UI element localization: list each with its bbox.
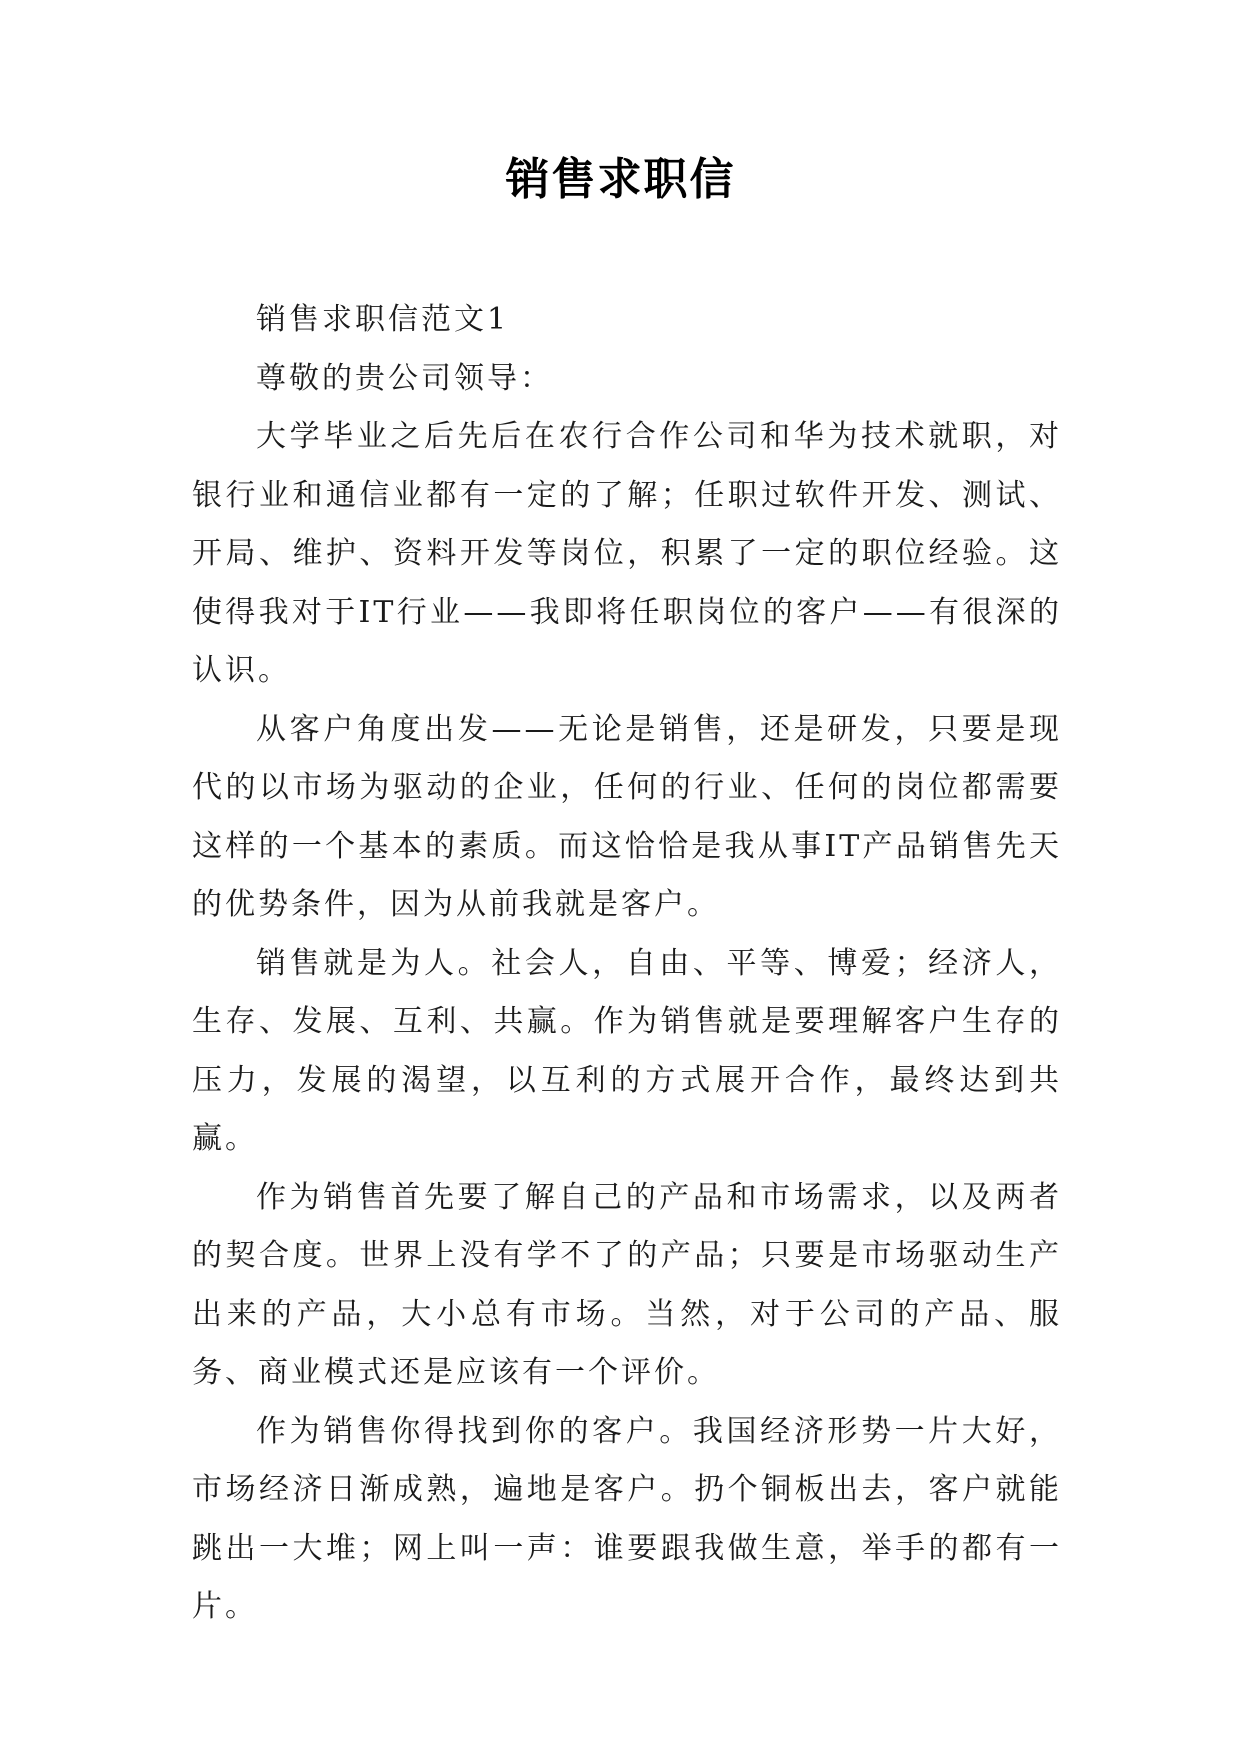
body-paragraph: 从客户角度出发——无论是销售，还是研发，只要是现代的以市场为驱动的企业，任何的行业、任何的岗位都需要这样的一个基本的素质。而这恰恰是我从事IT产品销售先天的优势条件，因为从前我就是客户。 (192, 711, 1062, 922)
body-paragraph: 作为销售你得找到你的客户。我国经济形势一片大好，市场经济日渐成熟，遍地是客户。扔个铜板出去，客户就能跳出一大堆；网上叫一声：谁要跟我做生意，举手的都有一片。 (192, 1413, 1062, 1624)
body-paragraph: 大学毕业之后先后在农行合作公司和华为技术就职，对银行业和通信业都有一定的了解；任职过软件开发、测试、开局、维护、资料开发等岗位，积累了一定的职位经验。这使得我对于IT行业——我即将任职岗位的客户——有很深的认识。 (192, 419, 1062, 688)
document-body (192, 291, 1062, 1637)
sample-heading: 销售求职信范文1 (256, 302, 510, 337)
body-paragraph: 销售就是为人。社会人，自由、平等、博爱；经济人，生存、发展、互利、共赢。作为销售就是要理解客户生存的压力，发展的渴望，以互利的方式展开合作，最终达到共赢。 (192, 945, 1062, 1156)
salutation: 尊敬的贵公司领导： (256, 360, 553, 396)
document-title: 销售求职信 (505, 154, 736, 205)
body-paragraph: 作为销售首先要了解自己的产品和市场需求，以及两者的契合度。世界上没有学不了的产品；只要是市场驱动生产出来的产品，大小总有市场。当然，对于公司的产品、服务、商业模式还是应该有一个评价。 (192, 1179, 1062, 1390)
